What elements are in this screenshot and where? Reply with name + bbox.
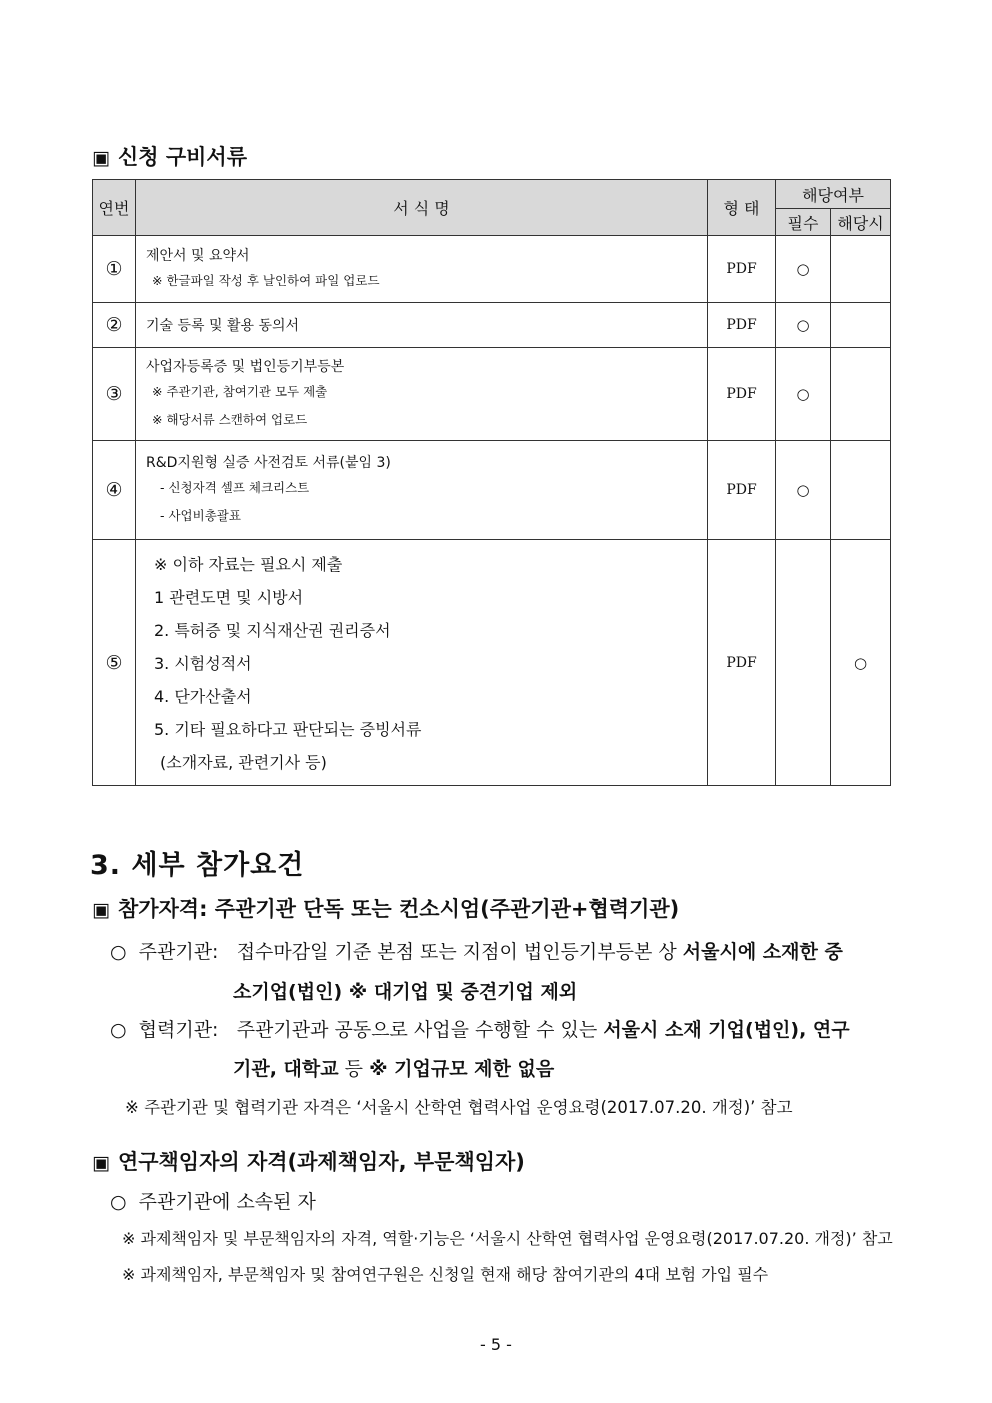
required-mark: ○ <box>776 348 831 441</box>
if-applicable-mark <box>831 303 891 348</box>
required-documents-table <box>92 179 891 786</box>
header-no: 연번 <box>93 180 136 236</box>
header-format: 형 태 <box>708 180 776 236</box>
lead-institution-bold: 서울시에 소재한 중 <box>682 941 843 963</box>
square-bullet-icon: ▣ <box>92 1152 110 1174</box>
page-number: - 5 - <box>480 1335 512 1354</box>
table-row <box>93 540 891 786</box>
document-line: 2. 특허증 및 지식재산권 권리증서 <box>154 621 391 640</box>
row-number: ⑤ <box>93 540 136 786</box>
square-bullet-icon: ▣ <box>92 147 110 169</box>
researcher-note: ※ 과제책임자 및 부문책임자의 자격, 역할·기능은 ‘서울시 산학연 협력사업 운영요령(2017.07.20. 개정)’ 참고 <box>122 1229 893 1248</box>
researcher-note: ※ 과제책임자, 부문책임자 및 참여연구원은 신청일 현재 해당 참여기관의 4대 보험 가입 필수 <box>122 1265 769 1284</box>
document-name-cell <box>136 348 708 441</box>
header-if-applicable: 해당시 <box>831 209 891 236</box>
document-name-cell <box>136 441 708 540</box>
document-line: ※ 이하 자료는 필요시 제출 <box>154 555 343 574</box>
document-title: 제안서 및 요약서 <box>146 248 250 264</box>
section-heading-researcher <box>92 1146 525 1176</box>
row-number: ① <box>93 236 136 303</box>
partner-institution-bold: 서울시 소재 기업(법인), 연구 <box>603 1019 850 1041</box>
header-name: 서 식 명 <box>136 180 708 236</box>
researcher-item-text: 주관기관에 소속된 자 <box>138 1191 316 1213</box>
section-title: 연구책임자의 자격(과제책임자, 부문책임자) <box>117 1150 525 1174</box>
required-mark: ○ <box>776 236 831 303</box>
document-note: ※ 한글파일 작성 후 날인하여 파일 업로드 <box>152 273 380 288</box>
document-note: ※ 주관기관, 참여기관 모두 제출 <box>152 384 328 399</box>
chapter-heading: 3. 세부 참가요건 <box>90 850 305 881</box>
table-row <box>93 303 891 348</box>
partner-institution-text: 주관기관과 공동으로 사업을 수행할 수 있는 <box>236 1019 598 1041</box>
circle-bullet-icon: ○ <box>110 1191 127 1213</box>
partner-institution-bold-a: 기관, 대학교 <box>233 1058 339 1080</box>
document-line: 5. 기타 필요하다고 판단되는 증빙서류 <box>154 720 422 739</box>
if-applicable-mark <box>831 236 891 303</box>
document-note: - 사업비총괄표 <box>160 508 241 523</box>
if-applicable-mark <box>831 348 891 441</box>
header-applicable: 해당여부 <box>776 180 891 209</box>
required-mark <box>776 540 831 786</box>
row-number: ③ <box>93 348 136 441</box>
required-mark: ○ <box>776 441 831 540</box>
section-title: 참가자격: 주관기관 단독 또는 컨소시엄(주관기관+협력기관) <box>117 897 680 921</box>
partner-institution-line-2 <box>233 1054 554 1081</box>
document-name-cell <box>136 303 708 348</box>
researcher-item <box>110 1187 316 1214</box>
partner-institution-line-1 <box>110 1015 850 1042</box>
document-line: (소개자료, 관련기사 등) <box>160 753 327 772</box>
row-number: ② <box>93 303 136 348</box>
lead-institution-bold-cont: 소기업(법인) ※ 대기업 및 중견기업 제외 <box>233 981 578 1003</box>
document-line: 1 관련도면 및 시방서 <box>154 588 304 607</box>
header-required: 필수 <box>776 209 831 236</box>
table-row <box>93 236 891 303</box>
document-line: 3. 시험성적서 <box>154 654 252 673</box>
if-applicable-mark <box>831 441 891 540</box>
document-title: R&D지원형 실증 사전검토 서류(붙임 3) <box>146 455 391 471</box>
table-row <box>93 441 891 540</box>
format-cell: PDF <box>708 303 776 348</box>
partner-institution-label: 협력기관: <box>138 1019 219 1041</box>
lead-institution-text: 접수마감일 기준 본점 또는 지점이 법인등기부등본 상 <box>236 941 677 963</box>
square-bullet-icon: ▣ <box>92 899 110 921</box>
lead-institution-line-1 <box>110 937 843 964</box>
format-cell: PDF <box>708 348 776 441</box>
circle-bullet-icon: ○ <box>110 1019 127 1041</box>
circle-bullet-icon: ○ <box>110 941 127 963</box>
partner-institution-bold-b: ※ 기업규모 제한 없음 <box>369 1058 555 1080</box>
required-mark: ○ <box>776 303 831 348</box>
document-title: 기술 등록 및 활용 동의서 <box>146 318 300 334</box>
document-note: - 신청자격 셀프 체크리스트 <box>160 480 310 495</box>
lead-institution-line-2 <box>233 977 577 1004</box>
lead-institution-label: 주관기관: <box>138 941 219 963</box>
if-applicable-mark: ○ <box>831 540 891 786</box>
format-cell: PDF <box>708 236 776 303</box>
document-title: 사업자등록증 및 법인등기부등본 <box>146 359 345 375</box>
document-note: ※ 해당서류 스캔하여 업로드 <box>152 412 308 427</box>
row-number: ④ <box>93 441 136 540</box>
section-heading-documents <box>92 141 247 171</box>
table-row <box>93 348 891 441</box>
format-cell: PDF <box>708 441 776 540</box>
document-name-cell <box>136 540 708 786</box>
document-line: 4. 단가산출서 <box>154 687 252 706</box>
section-heading-eligibility <box>92 893 679 923</box>
format-cell: PDF <box>708 540 776 786</box>
document-name-cell <box>136 236 708 303</box>
section-title: 신청 구비서류 <box>117 145 247 169</box>
partner-institution-text-2: 등 <box>344 1058 364 1080</box>
eligibility-note: ※ 주관기관 및 협력기관 자격은 ‘서울시 산학연 협력사업 운영요령(2017.07.20. 개정)’ 참고 <box>125 1098 793 1117</box>
